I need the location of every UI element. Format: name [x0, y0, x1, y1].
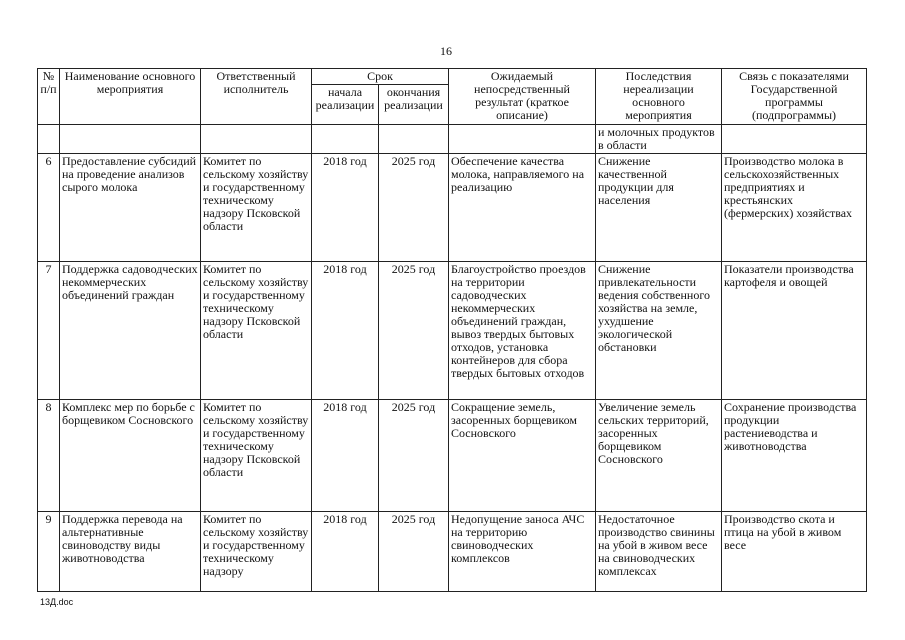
row-consequences: Снижение привлекательности ведения собственного хозяйства на земле, ухудшение экологической обстановки	[596, 262, 722, 400]
row-consequences: Увеличение земель сельских территорий, засоренных борщевиком Сосновского	[596, 400, 722, 512]
table-row	[38, 154, 867, 262]
measures-table	[37, 68, 867, 592]
row-indicators: Сохранение производства продукции растениеводства и животноводства	[722, 400, 867, 512]
row-indicators: Производство молока в сельскохозяйственных предприятиях и крестьянских (фермерских) хозяйствах	[722, 154, 867, 262]
row-responsible: Комитет по сельскому хозяйству и государственному техническому надзору Псковской области	[201, 400, 312, 512]
row-start: 2018 год	[312, 400, 379, 512]
row-name: Предоставление субсидий на проведение анализов сырого молока	[60, 154, 201, 262]
row-end: 2025 год	[379, 262, 449, 400]
row-num: 8	[38, 400, 60, 512]
row-num: 7	[38, 262, 60, 400]
row-result: Благоустройство проездов на территории садоводческих некоммерческих объединений граждан, вывоз твердых бытовых отходов, установка контейнеров для сбора твердых бытовых отходов	[449, 262, 596, 400]
footer-filename: 13Д.doc	[40, 597, 74, 607]
header-result: Ожидаемый непосредственный результат (краткое описание)	[449, 69, 596, 125]
table-row	[38, 400, 867, 512]
header-consequences: Последствия нереализации основного мероприятия	[596, 69, 722, 125]
row-num: 9	[38, 512, 60, 592]
row-consequences: Недостаточное производство свинины на убой в живом весе на свиноводческих комплексах	[596, 512, 722, 592]
header-responsible: Ответственный исполнитель	[201, 69, 312, 125]
row-result: Недопущение заноса АЧС на территорию свиноводческих комплексов	[449, 512, 596, 592]
header-indicators: Связь с показателями Государственной программы (подпрограммы)	[722, 69, 867, 125]
row-start: 2018 год	[312, 512, 379, 592]
page-number: 16	[440, 44, 452, 58]
row-indicators: Показатели производства картофеля и овощей	[722, 262, 867, 400]
row-indicators: Производство скота и птица на убой в живом весе	[722, 512, 867, 592]
table-row	[38, 262, 867, 400]
row-name: Поддержка садоводческих некоммерческих объединений граждан	[60, 262, 201, 400]
row-result: Обеспечение качества молока, направляемого на реализацию	[449, 154, 596, 262]
row-num: 6	[38, 154, 60, 262]
header-term: Срок	[312, 69, 449, 85]
row-end: 2025 год	[379, 154, 449, 262]
header-start: начала реализации	[312, 85, 379, 125]
header-end: окончания реализации	[379, 85, 449, 125]
row-consequences: Снижение качественной продукции для населения	[596, 154, 722, 262]
row-start: 2018 год	[312, 154, 379, 262]
header-name: Наименование основного мероприятия	[60, 69, 201, 125]
row-end: 2025 год	[379, 400, 449, 512]
row-responsible: Комитет по сельскому хозяйству и государственному техническому надзору Псковской области	[201, 262, 312, 400]
row-name: Комплекс мер по борьбе с борщевиком Сосновского	[60, 400, 201, 512]
row-name: Поддержка перевода на альтернативные свиноводству виды животноводства	[60, 512, 201, 592]
row-end: 2025 год	[379, 512, 449, 592]
row-result: Сокращение земель, засоренных борщевиком Сосновского	[449, 400, 596, 512]
continuation-row	[38, 125, 867, 154]
header-num: № п/п	[38, 69, 60, 125]
table-row	[38, 512, 867, 592]
row-responsible: Комитет по сельскому хозяйству и государственному техническому надзору Псковской области	[201, 154, 312, 262]
row-start: 2018 год	[312, 262, 379, 400]
row-responsible: Комитет по сельскому хозяйству и государственному техническому надзору	[201, 512, 312, 592]
continuation-consequences: и молочных продуктов в области	[596, 125, 722, 154]
